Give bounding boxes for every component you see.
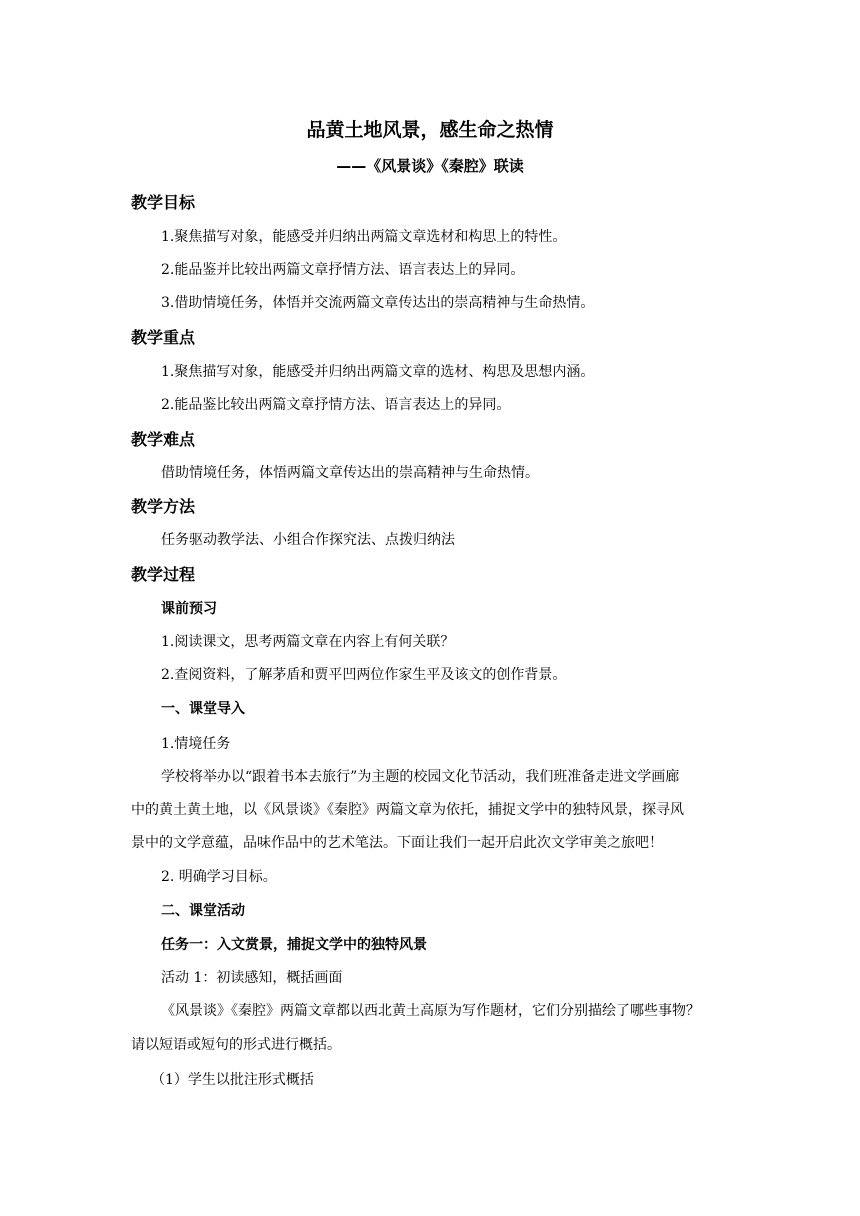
task1-heading: 任务一：入文赏景，捕捉文学中的独特风景 (161, 937, 427, 953)
preview-item: 2.查阅资料，了解茅盾和贾平凹两位作家生平及该文的创作背景。 (161, 667, 567, 683)
activity1-paragraph-line: 请以短语或短句的形式进行概括。 (131, 1037, 341, 1053)
heading-process: 教学过程 (131, 565, 196, 584)
methods-text: 任务驱动教学法、小组合作探究法、点拨归纳法 (161, 532, 455, 548)
keypoint-item: 1.聚焦描写对象，能感受并归纳出两篇文章的选材、构思及思想内涵。 (161, 364, 595, 380)
intro-paragraph-line: 景中的文学意蕴，品味作品中的艺术笔法。下面让我们一起开启此次文学审美之旅吧！ (131, 835, 663, 851)
activity1-paragraph-line: 《风景谈》《秦腔》两篇文章都以西北黄土高原为写作题材，它们分别描绘了哪些事物？ (161, 1003, 700, 1019)
heading-methods: 教学方法 (131, 497, 196, 516)
objective-item: 3.借助情境任务，体悟并交流两篇文章传达出的崇高精神与生命热情。 (161, 295, 595, 311)
page-subtitle: ——《风景谈》《秦腔》联读 (336, 157, 524, 175)
preview-item: 1.阅读课文，思考两篇文章在内容上有何关联？ (161, 634, 455, 650)
intro-paragraph-line: 中的黄土黄土地，以《风景谈》《秦腔》两篇文章为依托，捕捉文学中的独特风景，探寻风 (131, 802, 684, 818)
activity1-label: 活动 1：初读感知，概括画面 (161, 970, 343, 986)
intro-heading: 一、课堂导入 (161, 701, 245, 717)
activity-heading: 二、课堂活动 (161, 903, 245, 919)
page-title: 品黄土地风景，感生命之热情 (306, 119, 554, 141)
keypoint-item: 2.能品鉴比较出两篇文章抒情方法、语言表达上的异同。 (161, 397, 511, 413)
step-item: （1）学生以批注形式概括 (151, 1072, 314, 1088)
objective-item: 1.聚焦描写对象，能感受并归纳出两篇文章选材和构思上的特性。 (161, 229, 567, 245)
objective-item: 2.能品鉴并比较出两篇文章抒情方法、语言表达上的异同。 (161, 262, 525, 278)
intro-item: 2. 明确学习目标。 (161, 869, 277, 885)
intro-item: 1.情境任务 (161, 736, 231, 752)
heading-objectives: 教学目标 (131, 193, 196, 212)
intro-paragraph-line: 学校将举办以“跟着书本去旅行”为主题的校园文化节活动，我们班准备走进文学画廊 (161, 769, 680, 785)
heading-difficulties: 教学难点 (131, 430, 196, 449)
difficulties-text: 借助情境任务，体悟两篇文章传达出的崇高精神与生命热情。 (161, 465, 539, 481)
preview-heading: 课前预习 (161, 601, 217, 617)
heading-keypoints: 教学重点 (131, 328, 196, 347)
